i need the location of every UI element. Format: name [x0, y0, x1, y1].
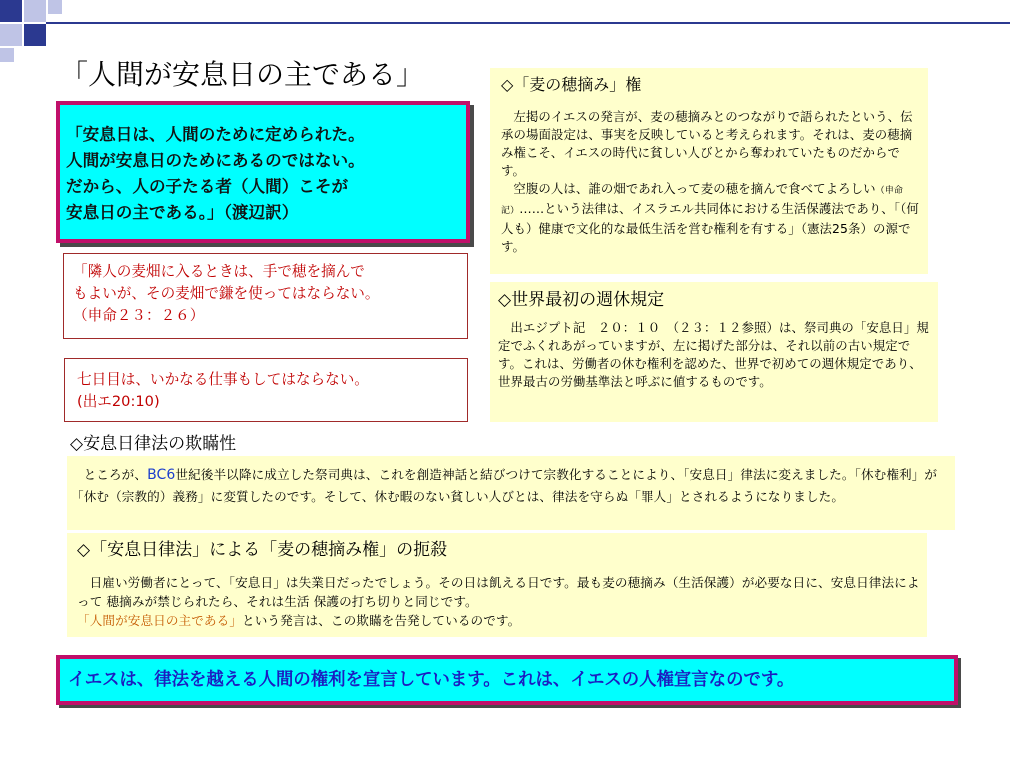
section-wheat-p1: 左掲のイエスの発言が、麦の穂摘みとのつながりで語られたという、伝承の場面設定は、事実を反映していると考えられます。それは、麦の穂摘み権こそ、イエスの時代に貧しい人びとから奪われていたものだからです。 — [501, 109, 913, 178]
decor-square-5 — [48, 0, 62, 14]
quote-main-line: だから、人の子たる者（人間）こそが — [66, 177, 349, 196]
quote-main-line: 人間が安息日のためにあるのではない。 — [66, 151, 365, 170]
section-kill — [67, 533, 927, 637]
quote-exodus-line: 七日目は、いかなる仕事もしてはならない。 — [77, 371, 369, 388]
section-kill-quote: 「人間が安息日の主である」 — [77, 613, 243, 628]
section-kill-body — [77, 573, 923, 611]
quote-deut-line: 「隣人の麦畑に入るときは、手で穂を摘んで — [73, 263, 365, 280]
section-kill-body-text: 日雇い労働者にとって、「安息日」は失業日だったでしょう。その日は飢える日です。最も麦の穂摘み（生活保護）が必要な日に、安息日律法によって 穂摘みが禁じられたら、それは生活 保護の打ち切りと同じです。 — [77, 575, 920, 609]
section-kill-tail — [77, 611, 923, 630]
quote-exodus-line: (出エ20:10) — [77, 393, 160, 410]
conclusion-box — [56, 655, 958, 705]
quote-deut-line: （申命２３：２６） — [73, 307, 205, 324]
quote-main-box — [56, 101, 470, 243]
section-deceit-heading: ◇安息日律法の欺瞞性 — [70, 434, 237, 454]
quote-main-line: 「安息日は、人間のために定められた。 — [66, 125, 365, 144]
decor-square-2 — [0, 24, 22, 46]
decor-square-1 — [0, 0, 22, 22]
decor-square-3 — [24, 0, 46, 22]
section-kill-heading: ◇「安息日律法」による「麦の穂摘み権」の扼殺 — [77, 540, 448, 560]
section-wheat — [490, 68, 928, 274]
decor-square-6 — [0, 48, 14, 62]
decor-line — [46, 22, 1010, 24]
section-wheat-p2-b: ……という法律は、イスラエル共同体における生活保護法であり、「（何人も）健康で文化的な最低生活を営む権利を有する」（憲法25条）の源です。 — [501, 201, 919, 254]
quote-exodus-box — [64, 358, 468, 422]
section-wheat-p2-a: 空腹の人は、誰の畑であれ入って麦の穂を摘んで食べてよろしい — [513, 181, 876, 196]
section-deceit — [67, 456, 955, 530]
section-deceit-body-a: ところが、 — [83, 467, 148, 482]
section-weekly-heading: ◇世界最初の週休規定 — [498, 290, 665, 310]
section-deceit-body-b: 世紀後半以降に成立した祭司典は、これを創造神話と結びつけて宗教化することにより、「安息日」律法に変えました。「休む権利」が「休む（宗教的）義務」に変質したのです。そして、休む暇のない貧しい人びとは、律法を守らぬ「罪人」とされるようになりました。 — [71, 467, 938, 504]
section-weekly — [490, 282, 938, 422]
section-deceit-bc6: BC6 — [147, 467, 176, 483]
section-wheat-p2 — [501, 180, 920, 256]
section-wheat-heading: ◇「麦の穂摘み」権 — [501, 75, 642, 94]
decor-square-4 — [24, 24, 46, 46]
section-weekly-body: 出エジプト記 ２０：１０ （２３：１２参照）は、祭司典の「安息日」規定でふくれあがっていますが、左に掲げた部分は、それ以前の古い規定です。これは、労働者の休む権利を認めた、世界で初めての週休規定であり、世界最古の労働基準法と呼ぶに値するものです。 — [498, 320, 929, 389]
section-kill-tail-text: という発言は、この欺瞞を告発しているのです。 — [242, 613, 521, 628]
section-deceit-body — [71, 464, 951, 507]
quote-main-line: 安息日の主である。」（渡辺訳） — [66, 203, 299, 222]
conclusion-text: イエスは、律法を越える人間の権利を宣言しています。これは、イエスの人権宣言なのです。 — [68, 670, 795, 690]
section-wheat-p2-small: （申命記） — [501, 186, 903, 216]
quote-deut-box — [63, 253, 468, 339]
slide-title: 「人間が安息日の主である」 — [60, 58, 425, 91]
quote-deut-line: もよいが、その麦畑で鎌を使ってはならない。 — [73, 285, 380, 302]
